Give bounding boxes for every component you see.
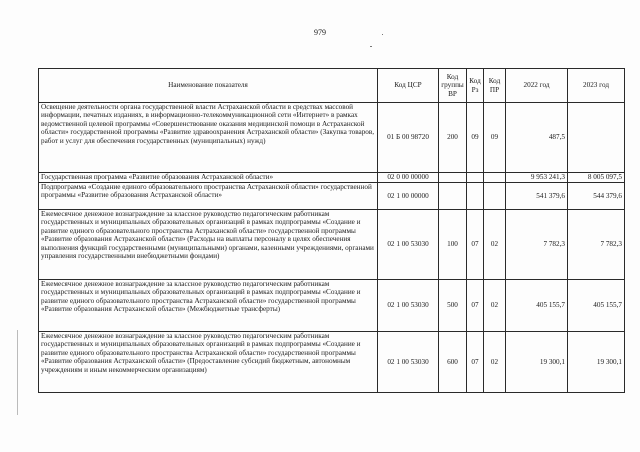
row-name: Подпрограмма «Создание единого образовательного пространства Астраханской области» государственной программы «Развитие образования Астраханской области» [39,183,378,210]
scan-speck [370,46,372,47]
row-rz: 07 [467,280,484,332]
budget-table [38,68,625,393]
row-csr: 02 1 00 53030 [378,210,439,280]
header-rz: Код Рз [467,69,484,103]
row-vr: 600 [439,332,467,393]
row-2022: 541 379,6 [506,183,568,210]
row-2022: 7 782,3 [506,210,568,280]
header-pr: Код ПР [484,69,506,103]
row-pr: 09 [484,103,506,173]
scan-speck [382,34,383,35]
row-vr: 500 [439,280,467,332]
header-2022: 2022 год [506,69,568,103]
row-2023: 8 005 097,5 [568,173,625,183]
scan-edge-line [17,330,18,415]
row-2023: 19 300,1 [568,332,625,393]
table-row [39,173,625,183]
row-name: Ежемесячное денежное вознаграждение за классное руководство педагогическим работникам государственных и муниципальных образовательных организаций в рамках подпрограммы «Создание и развитие единого образовательного пространства Астраханской области» государственной программы «Развитие образования Астраханской области» (Предоставление субсидий бюджетным, автономным учреждениям и иным некоммерческим организациям) [39,332,378,393]
row-2023: 7 782,3 [568,210,625,280]
table-row [39,280,625,332]
row-rz: 07 [467,210,484,280]
row-rz: 09 [467,103,484,173]
row-vr: 200 [439,103,467,173]
row-vr: 100 [439,210,467,280]
row-name: Ежемесячное денежное вознаграждение за классное руководство педагогическим работникам государственных и муниципальных образовательных организаций в рамках подпрограммы «Создание и развитие единого образовательного пространства Астраханской области» государственной программы «Развитие образования Астраханской области» (Расходы на выплаты персоналу в целях обеспечения выполнения функций государственными (муниципальными) органами, казенными учреждениями, органами управления государственными внебюджетными фондами) [39,210,378,280]
row-name: Ежемесячное денежное вознаграждение за классное руководство педагогическим работникам государственных и муниципальных образовательных организаций в рамках подпрограммы «Создание и развитие единого образовательного пространства Астраханской области» государственной программы «Развитие образования Астраханской области» (Межбюджетные трансферты) [39,280,378,332]
row-vr [439,183,467,210]
row-2023 [568,103,625,173]
row-csr: 01 Б 00 98720 [378,103,439,173]
row-vr [439,173,467,183]
row-pr: 02 [484,210,506,280]
row-pr [484,183,506,210]
header-vr: Код группы ВР [439,69,467,103]
row-2023: 405 155,7 [568,280,625,332]
row-csr: 02 1 00 53030 [378,280,439,332]
header-row [39,69,625,103]
row-2022: 405 155,7 [506,280,568,332]
table-row [39,332,625,393]
table-row [39,210,625,280]
row-csr: 02 1 00 53030 [378,332,439,393]
header-name: Наименование показателя [39,69,378,103]
row-2022: 487,5 [506,103,568,173]
row-pr: 02 [484,332,506,393]
row-2023: 544 379,6 [568,183,625,210]
row-2022: 9 953 241,3 [506,173,568,183]
row-csr: 02 1 00 00000 [378,183,439,210]
row-name: Освещение деятельности органа государственной власти Астраханской области в средствах массовой информации, печатных изданиях, в информационно-телекоммуникационной сети «Интернет» в рамках ведомственной целевой программы «Совершенствование оказания медицинской помощи в Астраханской области» государственной программы «Развитие здравоохранения Астраханской области» (Закупка товаров, работ и услуг для обеспечения государственных (муниципальных) нужд) [39,103,378,173]
table-row [39,103,625,173]
page-number: 979 [314,28,326,37]
row-rz [467,183,484,210]
row-pr [484,173,506,183]
header-csr: Код ЦСР [378,69,439,103]
row-name: Государственная программа «Развитие образования Астраханской области» [39,173,378,183]
row-rz [467,173,484,183]
header-2023: 2023 год [568,69,625,103]
row-rz: 07 [467,332,484,393]
row-pr: 02 [484,280,506,332]
table-row [39,183,625,210]
row-2022: 19 300,1 [506,332,568,393]
row-csr: 02 0 00 00000 [378,173,439,183]
